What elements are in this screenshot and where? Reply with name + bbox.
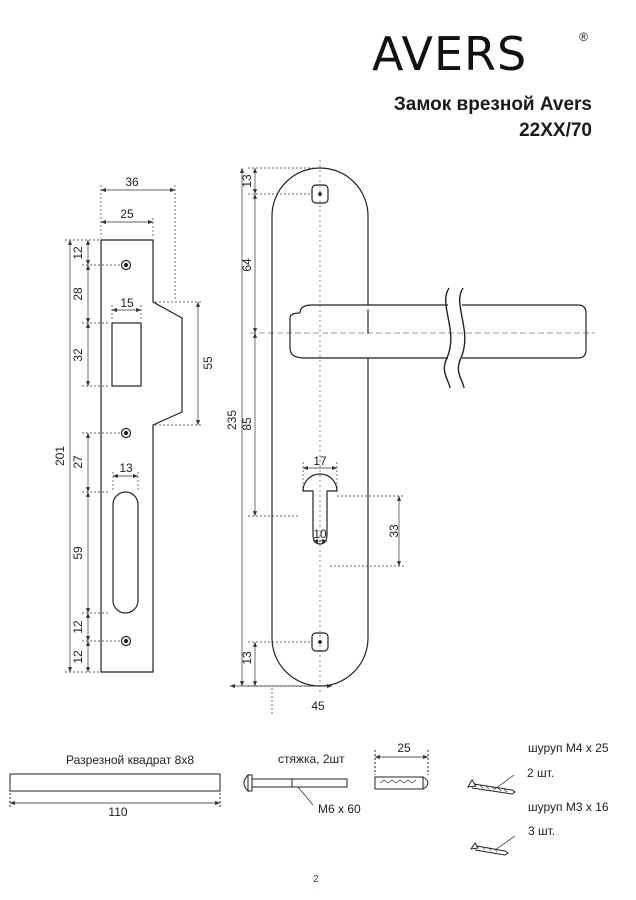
lever-handle xyxy=(290,305,586,358)
screw-m3 xyxy=(471,836,515,855)
square-label: Разрезной квадрат 8х8 xyxy=(66,753,194,767)
latch-window xyxy=(112,323,141,386)
dim-strike-12c: 12 xyxy=(71,650,85,664)
tie-label: стяжка, 2шт xyxy=(278,752,345,766)
screw-m4-label: шуруп М4 х 25 xyxy=(528,741,609,755)
dim-strike-36: 36 xyxy=(125,175,139,189)
dim-strike-201: 201 xyxy=(53,445,67,467)
tie-thread: М6 х 60 xyxy=(318,802,361,816)
strike-plate-dimensions xyxy=(65,185,203,672)
screw-m4 xyxy=(468,775,515,794)
brand-name: AVERS xyxy=(372,27,528,81)
dim-strike-13: 13 xyxy=(119,461,133,475)
sleeve-length: 25 xyxy=(397,741,411,755)
dim-strike-15: 15 xyxy=(120,296,134,310)
dim-strike-12b: 12 xyxy=(71,620,85,634)
page-number: 2 xyxy=(313,874,319,885)
screw-m4-qty: 2 шт. xyxy=(527,766,555,780)
square-length: 110 xyxy=(108,805,128,819)
dim-strike-28: 28 xyxy=(71,287,85,301)
strike-plate-outline xyxy=(101,240,182,672)
bolt-slot xyxy=(113,492,138,613)
square-bar xyxy=(10,774,220,791)
dim-handle-85: 85 xyxy=(240,417,254,431)
dim-handle-13-bottom: 13 xyxy=(240,651,254,665)
screw-m3-label: шуруп М3 х 16 xyxy=(528,800,609,814)
dim-strike-59: 59 xyxy=(71,546,85,560)
dim-handle-33: 33 xyxy=(387,524,401,538)
dim-strike-32: 32 xyxy=(71,348,85,362)
registered-mark: ® xyxy=(579,30,588,44)
handle-assembly xyxy=(272,168,586,686)
strike-plate xyxy=(101,240,182,672)
dim-strike-12a: 12 xyxy=(71,246,85,260)
product-model: 22XX/70 xyxy=(519,120,592,141)
dim-strike-27: 27 xyxy=(71,455,85,469)
square-spindle xyxy=(10,774,220,808)
tie-sleeve xyxy=(375,777,423,789)
product-title: Замок врезной Avers xyxy=(393,94,592,115)
dim-handle-10: 10 xyxy=(313,527,327,541)
screw-m3-qty: 3 шт. xyxy=(528,824,556,838)
dim-handle-64: 64 xyxy=(240,258,254,272)
dim-handle-17: 17 xyxy=(313,454,327,468)
dim-strike-25: 25 xyxy=(120,207,134,221)
dim-handle-45: 45 xyxy=(311,699,325,713)
handle-centerlines xyxy=(250,160,595,695)
tie-bolt-shaft xyxy=(252,779,347,787)
dim-strike-55: 55 xyxy=(201,356,215,370)
dim-handle-235: 235 xyxy=(225,409,239,431)
dim-handle-13-top: 13 xyxy=(240,174,254,188)
